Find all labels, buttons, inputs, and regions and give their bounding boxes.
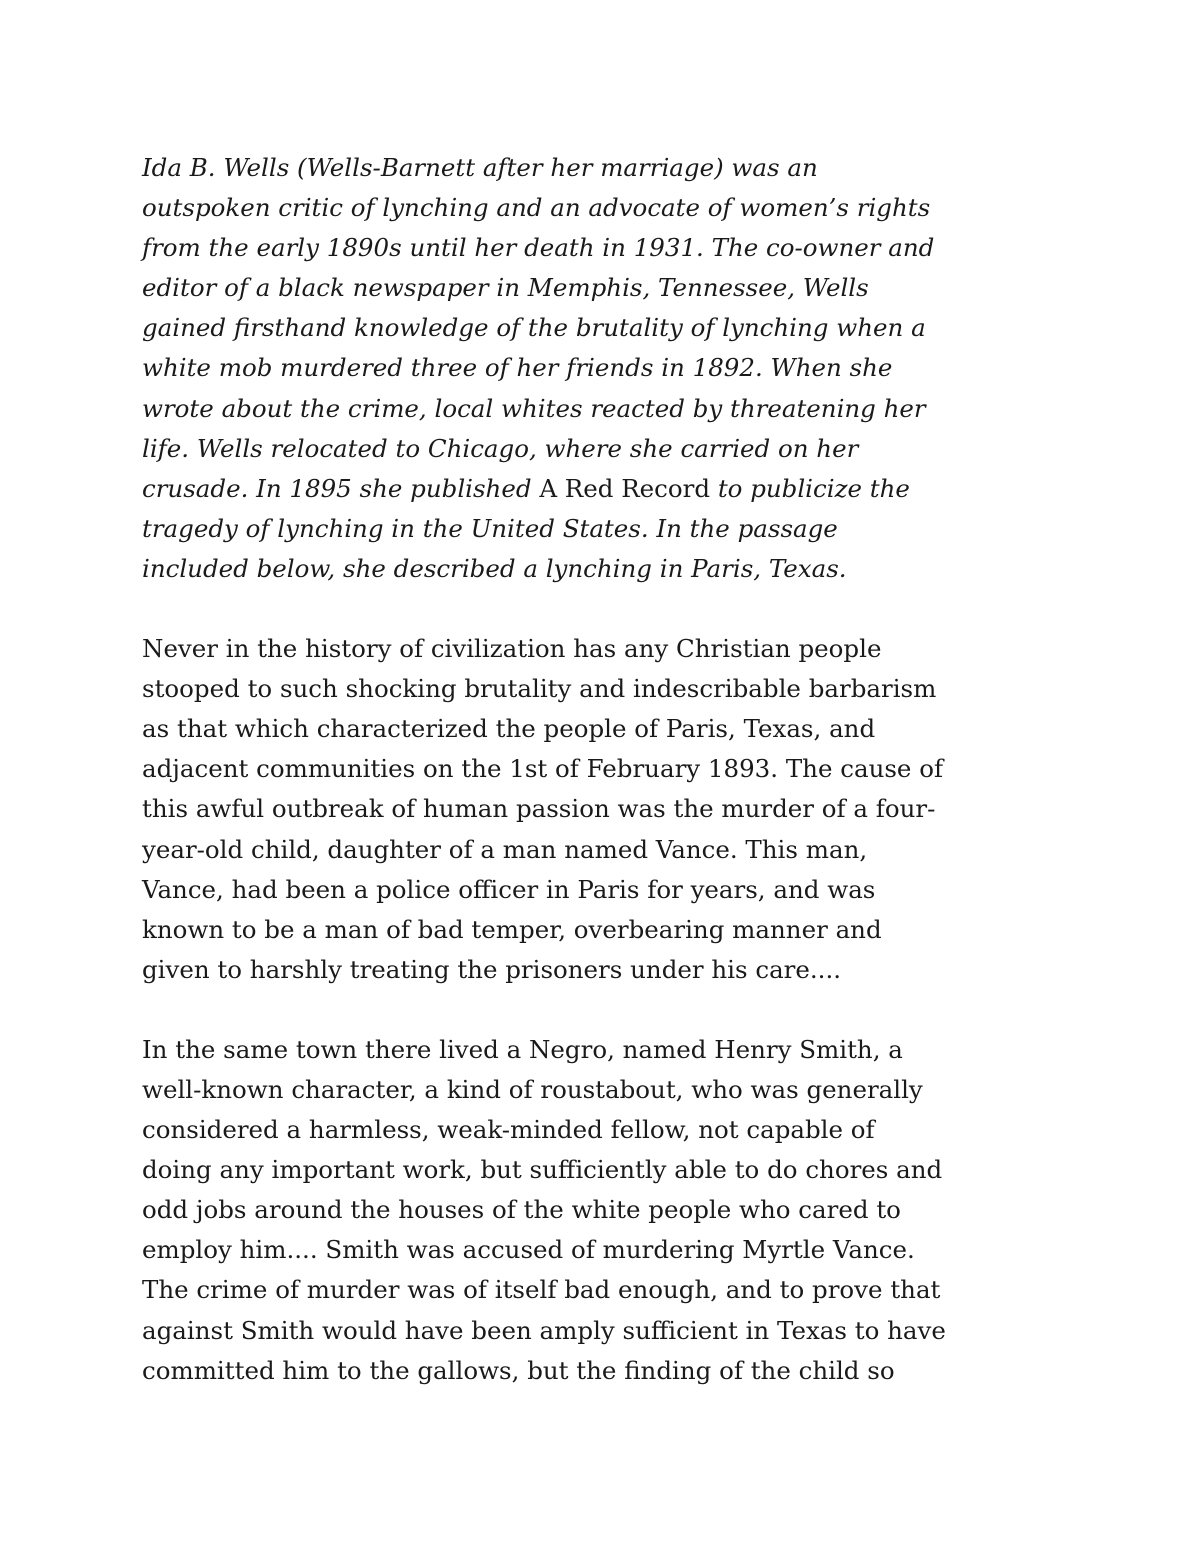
text-line: gained firsthand knowledge of the brutality of lynching when a [142, 313, 926, 343]
text-segment: crusade. In 1895 she published [142, 473, 540, 503]
text-line: editor of a black newspaper in Memphis, Tennessee, Wells [142, 273, 869, 303]
text-line: The crime of murder was of itself bad enough, and to prove that [142, 1275, 941, 1305]
passage-paragraph-1 [142, 629, 1072, 990]
text-line: adjacent communities on the 1st of February 1893. The cause of [142, 754, 944, 784]
document-page [142, 148, 1072, 1431]
text-line: known to be a man of bad temper, overbearing manner and [142, 914, 882, 944]
text-line: odd jobs around the houses of the white people who cared to [142, 1195, 901, 1225]
text-line: In the same town there lived a Negro, named Henry Smith, a [142, 1034, 903, 1064]
text-line: committed him to the gallows, but the finding of the child so [142, 1355, 895, 1385]
text-line: against Smith would have been amply sufficient in Texas to have [142, 1315, 946, 1345]
text-line: Ida B. Wells (Wells-Barnett after her marriage) was an [142, 153, 818, 182]
passage-paragraph-2 [142, 1030, 1072, 1391]
text-line: Vance, had been a police officer in Paris for years, and was [142, 874, 876, 904]
book-title: A Red Record [539, 473, 711, 503]
text-segment: to publicize the [710, 473, 910, 503]
text-line: given to harshly treating the prisoners under his care.... [142, 954, 842, 984]
text-line: stooped to such shocking brutality and indescribable barbarism [142, 674, 937, 704]
intro-paragraph [142, 148, 1072, 589]
text-line: from the early 1890s until her death in 1931. The co-owner and [142, 233, 935, 263]
text-line: as that which characterized the people of Paris, Texas, and [142, 714, 876, 744]
text-line: Never in the history of civilization has any Christian people [142, 634, 882, 664]
text-line: outspoken critic of lynching and an advocate of women’s rights [142, 193, 931, 223]
text-line: considered a harmless, weak-minded fellow, not capable of [142, 1115, 875, 1145]
text-line: year-old child, daughter of a man named Vance. This man, [142, 834, 868, 864]
text-line [142, 469, 1072, 509]
text-line: employ him.... Smith was accused of murdering Myrtle Vance. [142, 1235, 915, 1265]
text-line: life. Wells relocated to Chicago, where she carried on her [142, 433, 859, 463]
text-line: included below, she described a lynching in Paris, Texas. [142, 553, 847, 583]
text-line: wrote about the crime, local whites reacted by threatening her [142, 393, 926, 423]
text-line: tragedy of lynching in the United States. In the passage [142, 513, 838, 543]
text-line: doing any important work, but sufficiently able to do chores and [142, 1155, 943, 1185]
text-line: well-known character, a kind of roustabout, who was generally [142, 1074, 923, 1104]
text-line: white mob murdered three of her friends in 1892. When she [142, 353, 893, 383]
text-line: this awful outbreak of human passion was the murder of a four- [142, 794, 936, 824]
